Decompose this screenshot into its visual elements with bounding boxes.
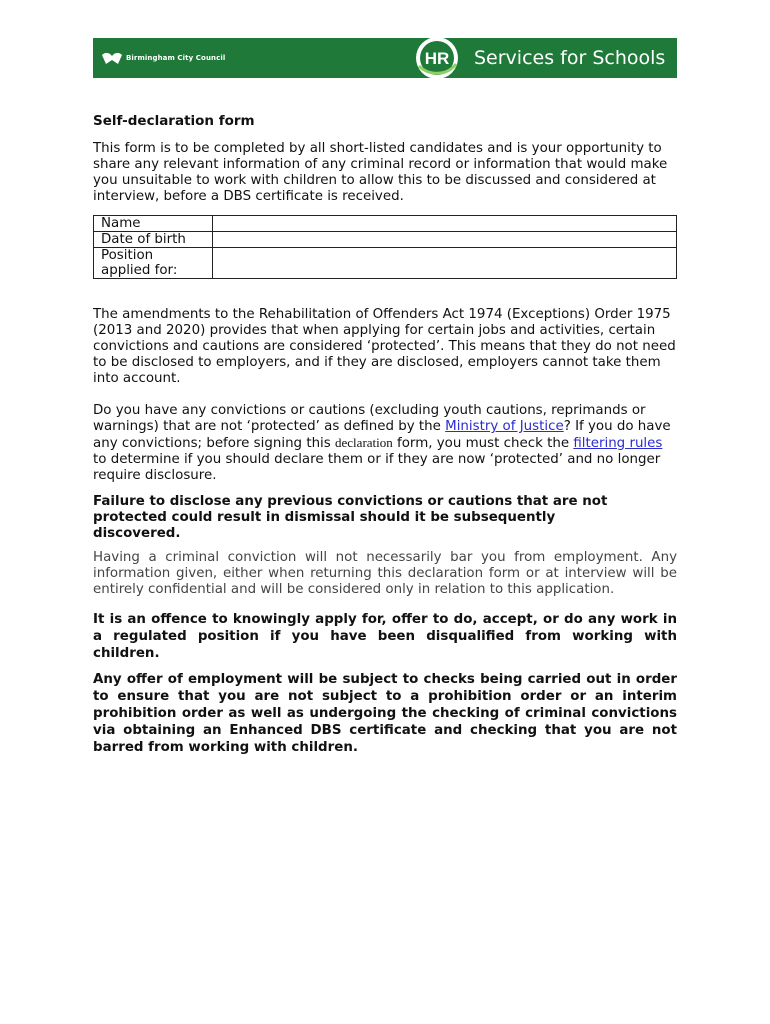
candidate-details-table (93, 215, 677, 279)
header-banner (93, 38, 677, 78)
employment-checks: Any offer of employment will be subject to checks being carried out in order to ensure that you are not subject to a prohibition order or an interim prohibition order as well as undergoing the checking of criminal convictions via obtaining an Enhanced DBS certificate and checking that you are not barred from working with children. (93, 672, 677, 755)
hr-badge-text: HR (424, 49, 450, 68)
position-field[interactable] (213, 248, 677, 279)
ministry-of-justice-link[interactable]: Ministry of Justice (445, 419, 564, 434)
question-text-1: Do you have any convictions or cautions (excluding youth cautions, reprimands or warnings) that are not ‘protected’ as defined by the (93, 403, 646, 434)
question-text-3: form, you must check the (392, 436, 574, 451)
question-text-2: ? If you do have any convictions; before signing this (93, 419, 671, 451)
form-content (93, 110, 677, 756)
council-logo (101, 48, 225, 68)
hr-badge-icon (411, 36, 465, 80)
failure-warning: Failure to disclose any previous convictions or cautions that are not protected could result in dismissal should it be subsequently discovered. (93, 494, 608, 541)
dob-field[interactable] (213, 232, 677, 248)
table-row (94, 216, 677, 232)
council-name: Birmingham City Council (126, 54, 226, 62)
table-row (94, 248, 677, 279)
declaration-word: declaration (335, 435, 393, 450)
position-label: Position applied for: (94, 248, 213, 279)
dob-label: Date of birth (94, 232, 213, 248)
offence-warning: It is an offence to knowingly apply for, offer to do, accept, or do any work in a regulated position if you have been disqualified from working with children. (93, 612, 677, 661)
name-label: Name (94, 216, 213, 232)
question-text-4: to determine if you should declare them or if they are now ‘protected’ and no longer require disclosure. (93, 452, 661, 483)
council-logo-icon (101, 51, 123, 65)
form-title: Self-declaration form (93, 113, 255, 129)
name-field[interactable] (213, 216, 677, 232)
convictions-question (93, 403, 677, 484)
hr-services-title: Services for Schools (474, 47, 666, 69)
intro-paragraph: This form is to be completed by all short-listed candidates and is your opportunity to share any relevant information of any criminal record or information that would make you unsuitable to work with children to allow this to be discussed and considered at interview, before a DBS certificate is received. (93, 141, 668, 204)
conviction-note: Having a criminal conviction will not necessarily bar you from employment. Any information given, either when returning this declaration form or at interview will be entirely confidential and will be considered only in relation to this application. (93, 550, 677, 597)
filtering-rules-link[interactable]: filtering rules (573, 436, 663, 451)
table-row (94, 232, 677, 248)
amendments-paragraph: The amendments to the Rehabilitation of Offenders Act 1974 (Exceptions) Order 1975 (2013 and 2020) provides that when applying for certain jobs and activities, certain convictions and cautions are considered ‘protected’. This means that they do not need to be disclosed to employers, and if they are disclosed, employers cannot take them into account. (93, 307, 676, 386)
